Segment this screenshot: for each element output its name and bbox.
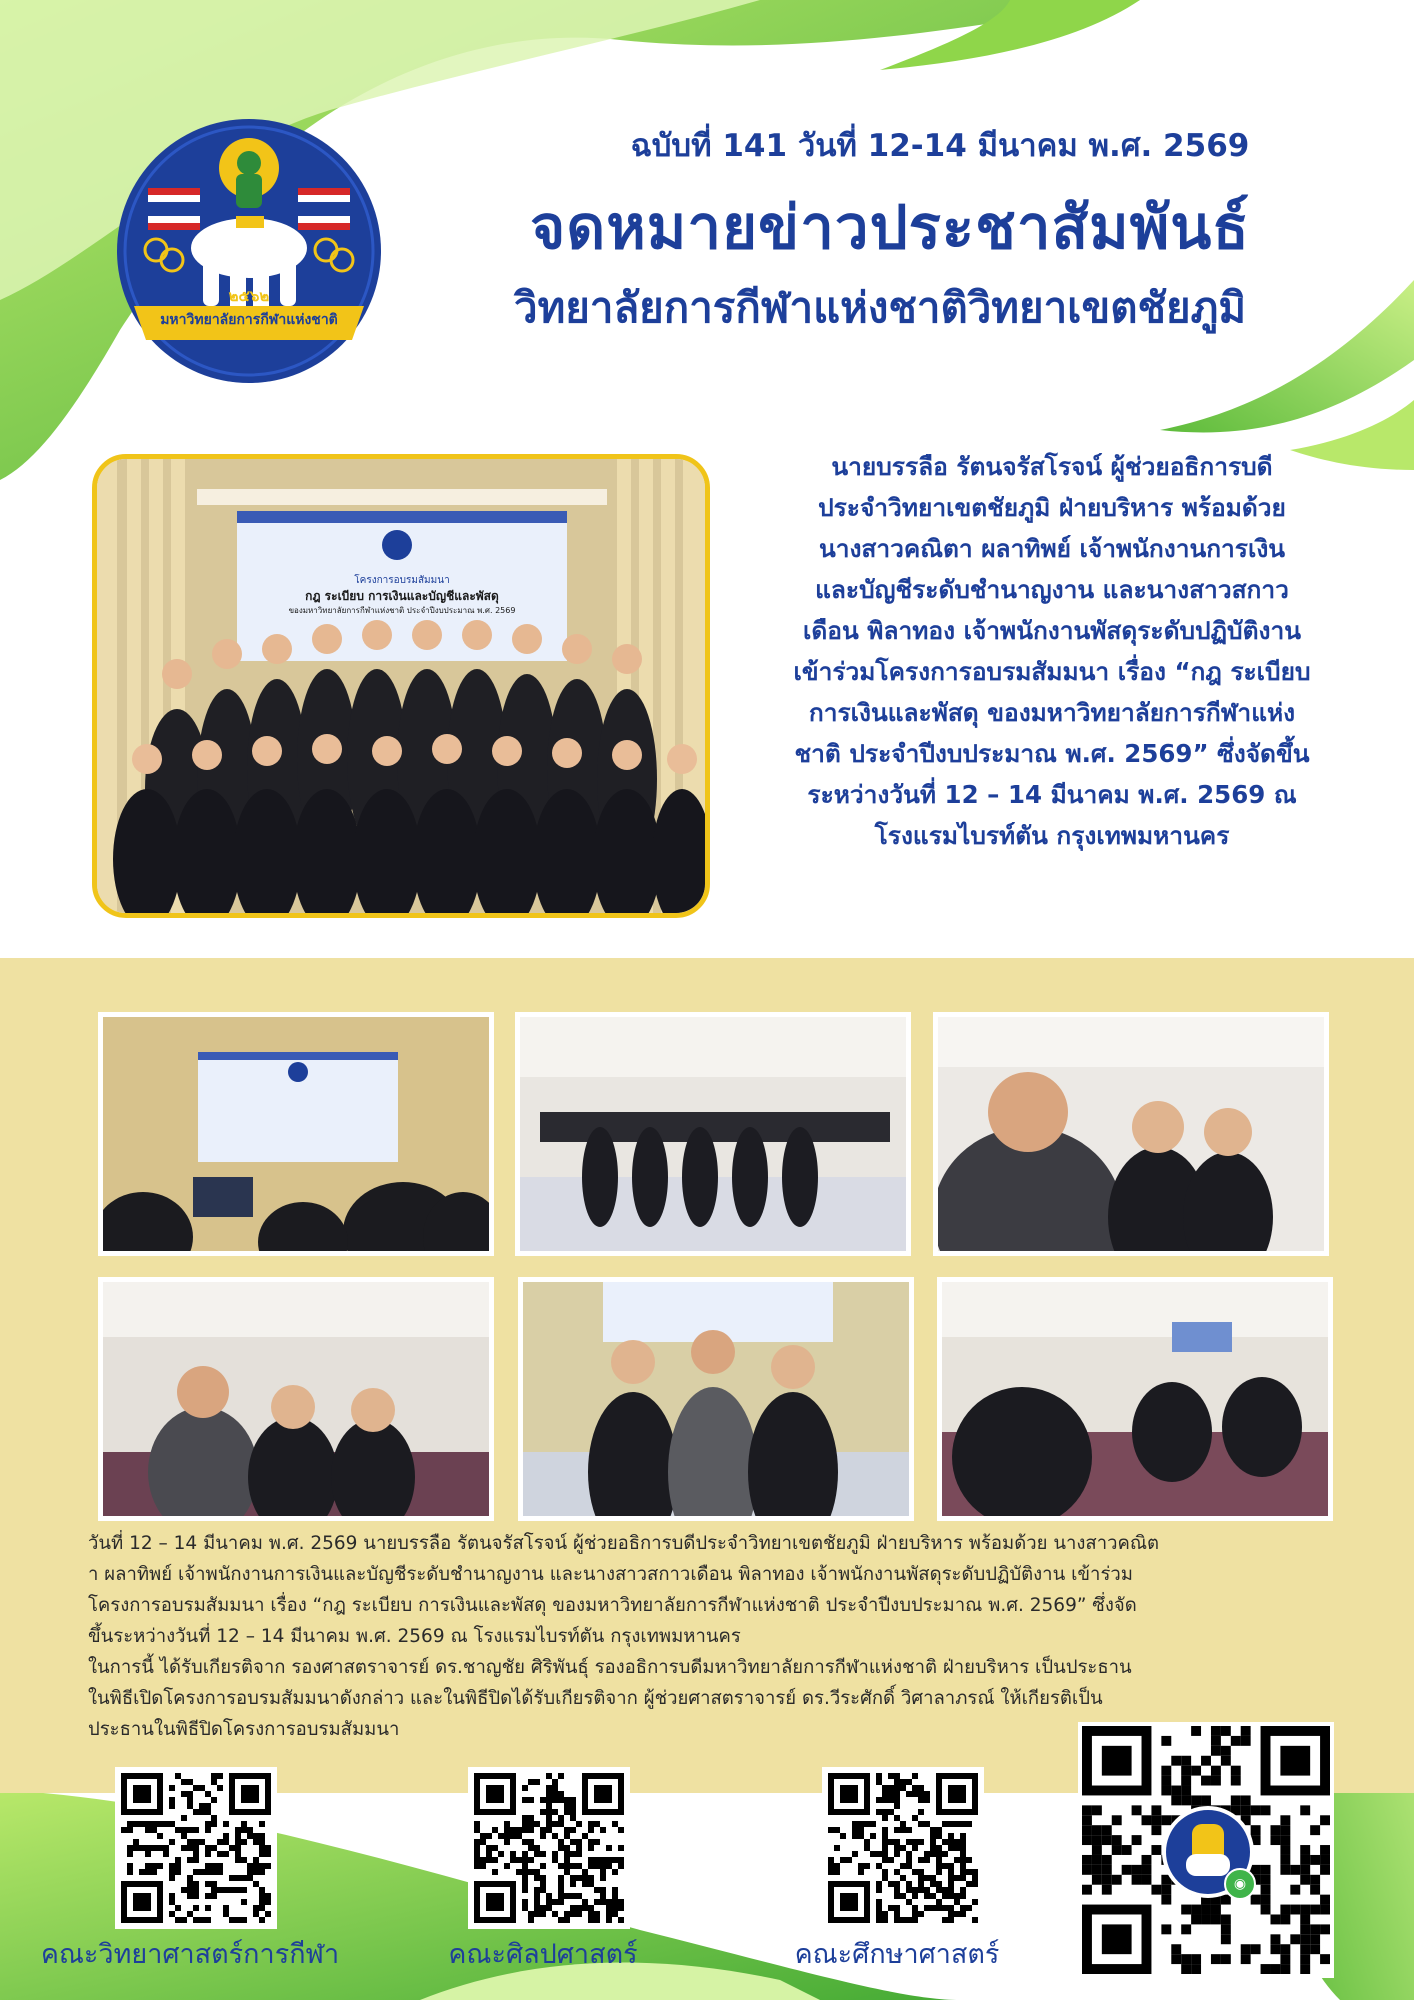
photo-thumbnail [98, 1012, 494, 1256]
summary-line: ระหว่างวันที่ 12 – 14 มีนาคม พ.ศ. 2569 ณ [807, 780, 1297, 809]
summary-line: ชาติ ประจำปีงบประมาณ พ.ศ. 2569” ซึ่งจัดขึ้น [794, 739, 1310, 768]
summary-line: โรงแรมไบรท์ตัน กรุงเทพมหานคร [874, 821, 1230, 850]
faculty-label[interactable]: คณะศึกษาศาสตร์ [794, 1939, 1000, 1970]
faculty-label[interactable]: คณะศิลปศาสตร์ [448, 1939, 638, 1970]
body-line: โครงการอบรมสัมมนา เรื่อง “กฎ ระเบียบ การเงินและพัสดุ ของมหาวิทยาลัยการกีฬาแห่งชาติ ประจำปีงบประมาณ พ.ศ. 2569” ซึ่งจัด [88, 1595, 1137, 1616]
body-line: วันที่ 12 – 14 มีนาคม พ.ศ. 2569 นายบรรลือ รัตนจรัสโรจน์ ผู้ช่วยอธิการบดีประจำวิทยาเขตชัยภูมิ ฝ่ายบริหาร พร้อมด้วย นางสาวคณิต [88, 1533, 1160, 1554]
college-name: วิทยาลัยการกีฬาแห่งชาติวิทยาเขตชัยภูมิ [513, 283, 1247, 332]
summary-line: และบัญชีระดับชำนาญงาน และนางสาวสกาว [815, 575, 1289, 604]
qr-code-education[interactable] [822, 1767, 984, 1929]
group-photo [92, 454, 710, 918]
summary-line: เข้าร่วมโครงการอบรมสัมมนา เรื่อง “กฎ ระเบียบ [793, 657, 1311, 686]
summary-line: นายบรรลือ รัตนจรัสโรจน์ ผู้ช่วยอธิการบดี [831, 452, 1273, 481]
photo-thumbnail [933, 1012, 1329, 1256]
photo-thumbnail [518, 1277, 914, 1521]
summary-line: นางสาวคณิตา ผลาทิพย์ เจ้าพนักงานการเงิน [818, 534, 1286, 563]
qr-logo-icon [1162, 1806, 1254, 1898]
qr-code-sports-science[interactable] [115, 1767, 277, 1929]
qr-code-line-account[interactable] [1078, 1722, 1334, 1978]
body-line: ในการนี้ ได้รับเกียรติจาก รองศาสตราจารย์ ดร.ชาญชัย ศิริพันธุ์ รองอธิการบดีมหาวิทยาลัยการกีฬาแห่งชาติ ฝ่ายบริหาร เป็นประธาน [88, 1657, 1132, 1678]
summary-line: ประจำวิทยาเขตชัยภูมิ ฝ่ายบริหาร พร้อมด้วย [818, 493, 1286, 522]
newsletter-title: จดหมายข่าวประชาสัมพันธ์ [530, 193, 1250, 263]
photo-thumbnail [937, 1277, 1333, 1521]
banner-line-1: โครงการอบรมสัมมนา [354, 575, 450, 586]
body-line: ขึ้นระหว่างวันที่ 12 – 14 มีนาคม พ.ศ. 2569 ณ โรงแรมไบรท์ตัน กรุงเทพมหานคร [88, 1626, 741, 1647]
body-line: ประธานในพิธีปิดโครงการอบรมสัมมนา [88, 1719, 400, 1740]
banner-line-2: กฎ ระเบียบ การเงินและบัญชีและพัสดุ [305, 589, 499, 603]
body-line: า ผลาทิพย์ เจ้าพนักงานการเงินและบัญชีระดับชำนาญงาน และนางสาวสกาวเดือน พิลาทอง เจ้าพนักงานพัสดุระดับปฏิบัติงาน เข้าร่วม [88, 1564, 1133, 1585]
logo-year: ๒๕๖๒ [228, 287, 270, 305]
line-icon: ◉ [1224, 1868, 1256, 1900]
issue-line: ฉบับที่ 141 วันที่ 12-14 มีนาคม พ.ศ. 2569 [630, 128, 1250, 164]
university-logo [108, 118, 390, 388]
summary-text [742, 446, 1362, 856]
logo-text: มหาวิทยาลัยการกีฬาแห่งชาติ [160, 312, 338, 328]
body-paragraph [88, 1528, 1328, 1745]
faculty-label[interactable]: คณะวิทยาศาสตร์การกีฬา [40, 1939, 340, 1970]
photo-thumbnail [515, 1012, 911, 1256]
summary-line: เดือน พิลาทอง เจ้าพนักงานพัสดุระดับปฏิบัติงาน [803, 616, 1301, 645]
body-line: ในพิธีเปิดโครงการอบรมสัมมนาดังกล่าว และในพิธีปิดได้รับเกียรติจาก ผู้ช่วยศาสตราจารย์ ดร.วีระศักดิ์ วิศาลาภรณ์ ให้เกียรติเป็น [88, 1688, 1103, 1709]
qr-code-liberal-arts[interactable] [468, 1767, 630, 1929]
banner-line-3: ของมหาวิทยาลัยการกีฬาแห่งชาติ ประจำปีงบประมาณ พ.ศ. 2569 [288, 606, 516, 615]
summary-line: การเงินและพัสดุ ของมหาวิทยาลัยการกีฬาแห่ง [808, 698, 1296, 727]
photo-thumbnail [98, 1277, 494, 1521]
